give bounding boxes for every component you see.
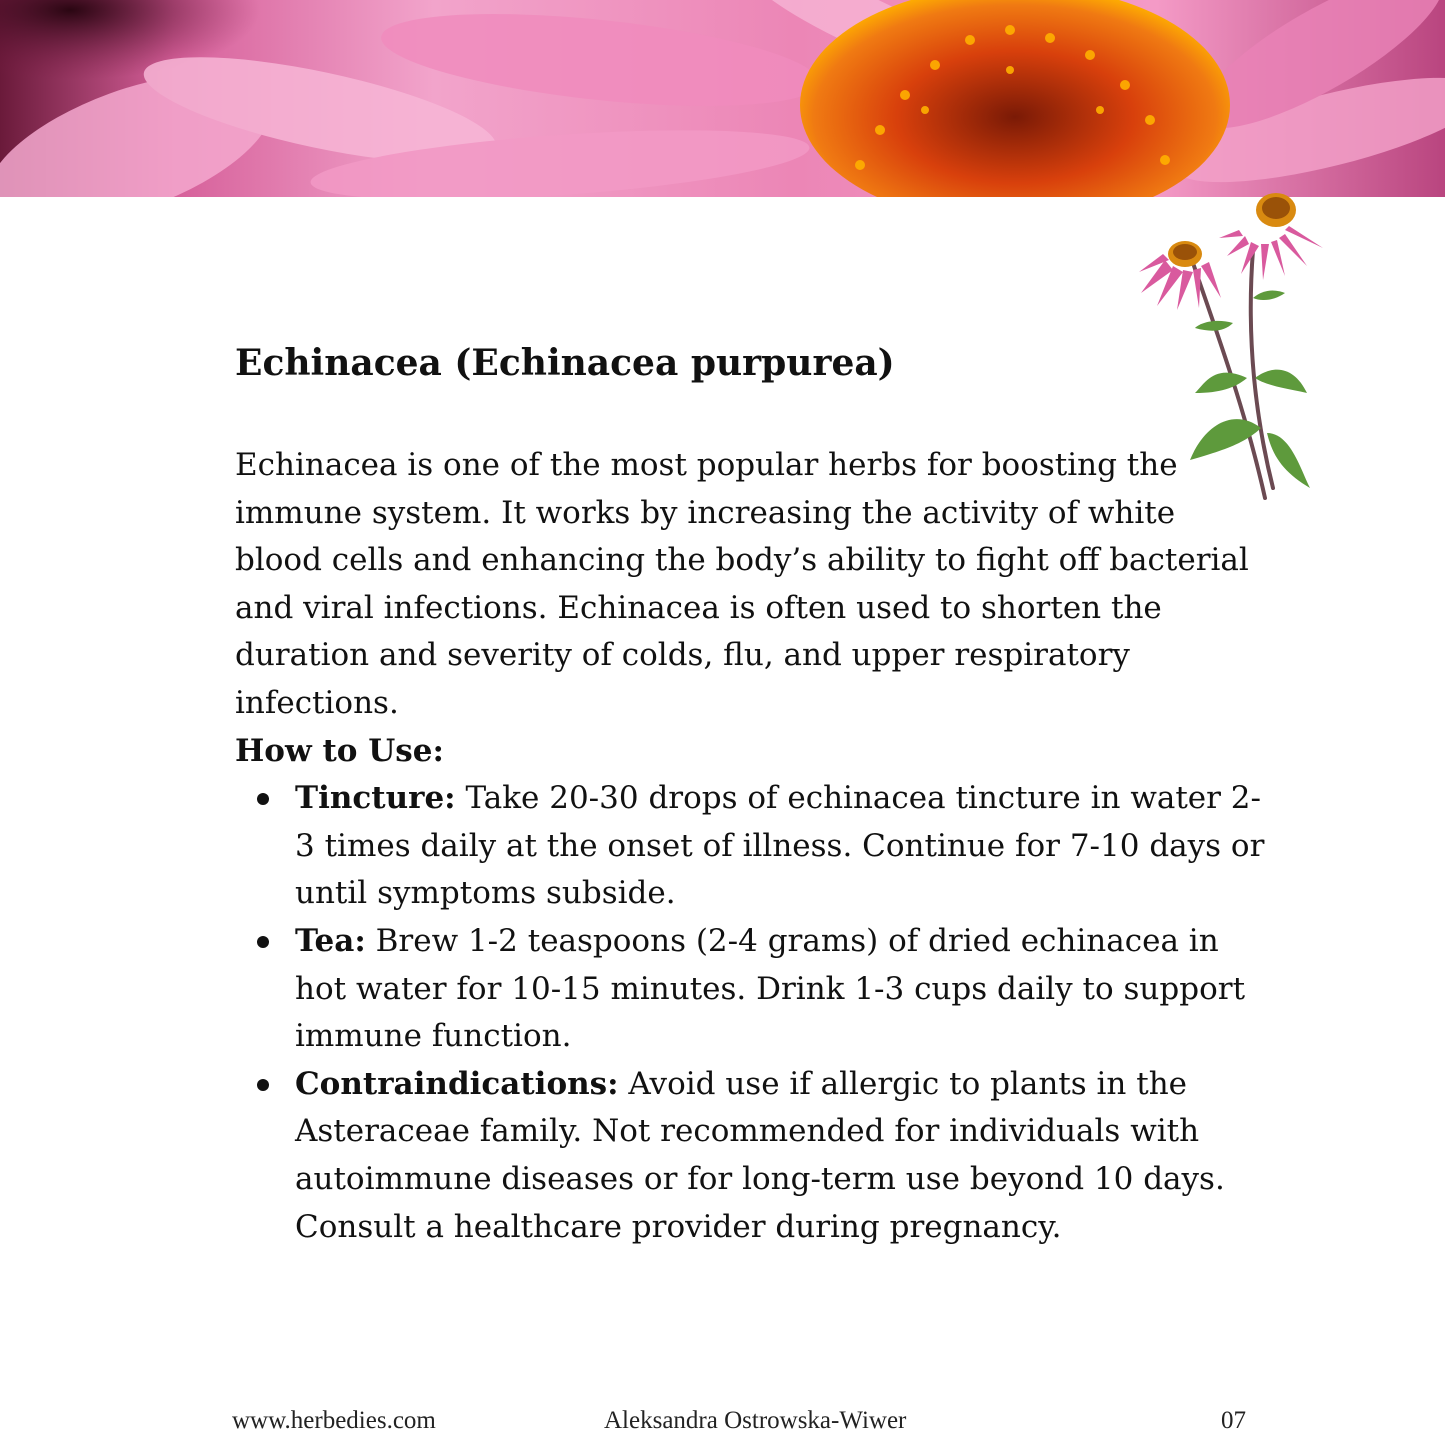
usage-text: Take 20-30 drops of echinacea tincture in water 2-3 times daily at the onset of illness. Continue for 7-10 days or until symptoms subside. [295, 780, 1265, 912]
page-number: 07 [1221, 1407, 1246, 1434]
bullet-icon [257, 793, 269, 805]
usage-item-tea [295, 918, 1265, 1061]
how-to-use-heading: How to Use: [235, 732, 444, 769]
usage-list [235, 775, 1265, 1251]
footer-website: www.herbedies.com [232, 1407, 436, 1434]
usage-item-contraindications [295, 1061, 1265, 1251]
bullet-icon [257, 936, 269, 948]
footer-author: Aleksandra Ostrowska-Wiwer [604, 1407, 907, 1434]
echinacea-flower-photo [0, 0, 1445, 197]
usage-text: Brew 1-2 teaspoons (2-4 grams) of dried echinacea in hot water for 10-15 minutes. Drink 1-3 cups daily to support immune function. [295, 922, 1246, 1055]
article-title: Echinacea (Echinacea purpurea) [235, 342, 895, 384]
page-footer [0, 1404, 1445, 1438]
bullet-icon [257, 1079, 269, 1091]
article [235, 336, 1265, 1251]
usage-label: Tincture: [295, 780, 456, 817]
usage-label: Tea: [295, 922, 366, 959]
usage-item-tincture [295, 775, 1265, 918]
usage-label: Contraindications: [295, 1065, 619, 1102]
usage-text: Avoid use if allergic to plants in the Asteraceae family. Not recommended for individuals with autoimmune diseases or for long-term use beyond 10 days. Consult a healthcare provider during pregnancy. [295, 1065, 1225, 1245]
intro-paragraph: Echinacea is one of the most popular herbs for boosting the immune system. It works by increasing the activity of white blood cells and enhancing the body’s ability to fight off bacterial and viral infections. Echinacea is often used to shorten the duration and severity of colds, flu, and upper respiratory infections. [235, 447, 1249, 721]
header-banner-image [0, 0, 1445, 197]
